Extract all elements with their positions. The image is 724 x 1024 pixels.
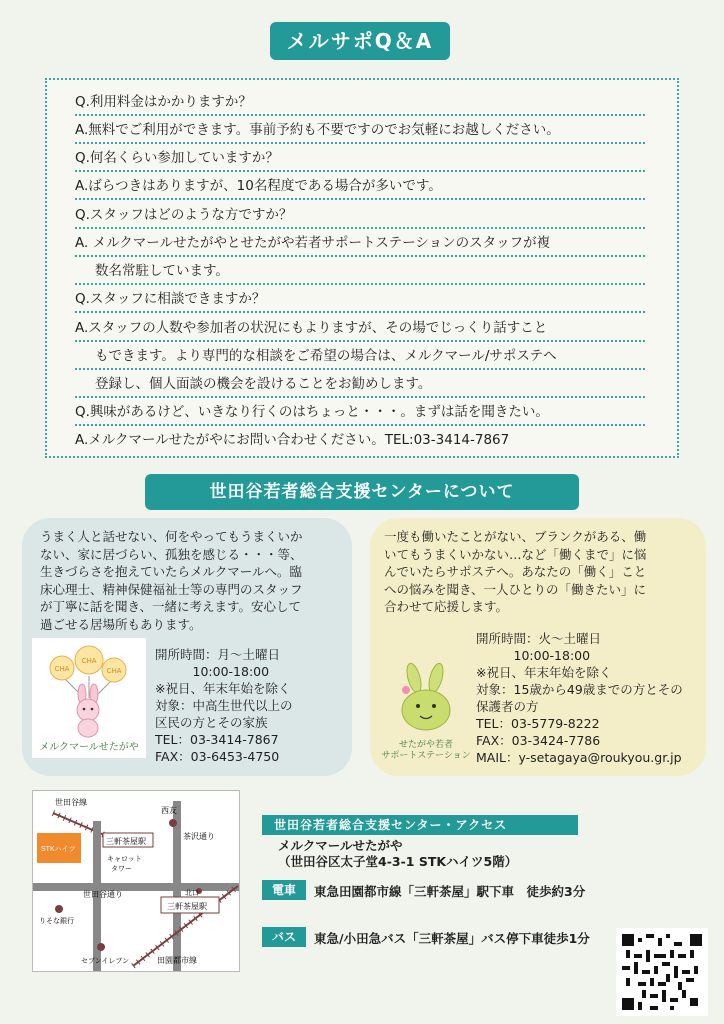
qa-line: A.ばらつきはありますが、10名程度である場合が多いです。 — [75, 176, 645, 200]
qa-line: Q.興味があるけど、いきなり行くのはちょっと・・・。まずは話を聞きたい。 — [75, 402, 645, 426]
qa-line: Q.スタッフはどのような方ですか？ — [75, 205, 645, 229]
map-label: 北口 — [185, 890, 199, 897]
qa-line: A.無料でご利用ができます。事前予約も不要ですのでお気軽にお越しください。 — [75, 120, 645, 144]
qa-line: Q.利用料金はかかりますか？ — [75, 92, 645, 116]
map-label: 西友 — [161, 806, 177, 815]
map-label: 田園都市線 — [157, 956, 197, 965]
qa-line: Q.スタッフに相談できますか？ — [75, 289, 645, 313]
map-label: 茶沢通り — [183, 832, 215, 841]
merkmal-logo-name: メルクマールせたがや — [39, 742, 139, 753]
qa-line: 数名常駐しています。 — [75, 261, 645, 285]
qa-line: A. メルクマールせたがやとせたがや若者サポートステーションのスタッフが複 — [75, 233, 645, 257]
access-map — [32, 790, 240, 972]
about-title: 世田谷若者総合支援センターについて — [145, 474, 579, 510]
access-name: メルクマールせたがや — [278, 838, 403, 853]
map-label: 世田谷線 — [55, 798, 87, 807]
access-title: 世田谷若者総合支援センター・アクセス — [262, 815, 578, 835]
balloon-text: CHA — [81, 658, 97, 665]
train-tag: 電車 — [262, 880, 306, 900]
qr-code[interactable] — [616, 928, 708, 1016]
map-label: STKハイツ — [41, 846, 76, 853]
train-info: 東急田園都市線「三軒茶屋」駅下車 徒歩約3分 — [314, 884, 586, 899]
saposute-description: 一度も働いたことがない、ブランクがある、働 いてもうまくいかない…など「働くまで」に悩 んでいたらサポステへ。あなたの「働く」こと への悩みを聞き、一人ひとりの「働きたい」に 合わせて応援します。 — [384, 529, 647, 614]
merkmal-hours: 開所時間：月～土曜日 10:00-18:00 ※祝日、年末年始を除く 対象：中高生世代以上の 区民の方とその家族 TEL：03-3414-7867 FAX：03-6453-4750 — [155, 647, 293, 764]
qa-line: Q.何名くらい参加していますか？ — [75, 148, 645, 172]
qa-line: 登録し、個人面談の機会を設けることをお勧めします。 — [75, 374, 645, 398]
map-label: 世田谷通り — [83, 890, 123, 899]
merkmal-logo — [32, 638, 146, 758]
merkmal-description: うまく人と話せない、何をやってもうまくいか ない、家に居づらい、孤独を感じる・・・等、 生きづらさを抱えていたらメルクマールへ。臨 床心理士、精神保健福祉士等の専門のスタッフ が丁寧に話を聞き、一緒に考えます。安心して 過ごせる居場所もあります。 — [40, 529, 303, 632]
bus-tag: バス — [262, 927, 306, 947]
saposute-hours: 開所時間：火～土曜日 10:00-18:00 ※祝日、年末年始を除く 対象：15歳から49歳までの方とその 保護者の方 TEL：03-5779-8222 FAX：03-3424-7786 MAIL：y-setagaya@roukyou.gr.jp — [476, 631, 683, 765]
qa-line: A.メルクマールせたがやにお問い合わせください。TEL:03-3414-7867 — [75, 432, 510, 448]
balloon-text: CHA — [54, 666, 70, 673]
map-label: キャロット — [107, 856, 142, 863]
map-label: りそな銀行 — [39, 918, 74, 925]
qa-line: もできます。より専門的な相談をご希望の場合は、メルクマール/サポステへ — [75, 346, 645, 370]
saposute-logo-name: せたがや若者 サポートステーション — [381, 740, 471, 761]
access-address: （世田谷区太子堂4-3-1 STKハイツ5階） — [278, 854, 518, 869]
qa-line: A.スタッフの人数や参加者の状況にもよりますが、その場でじっくり話すこと — [75, 318, 645, 342]
saposute-logo — [382, 660, 472, 760]
qa-title: メルサポQ＆A — [270, 22, 450, 60]
balloon-text: CHA — [106, 668, 122, 675]
map-label: 三軒茶屋駅 — [106, 837, 146, 846]
map-label: 三軒茶屋駅 — [167, 902, 207, 911]
qa-box — [45, 78, 679, 458]
map-label: タワー — [111, 866, 132, 873]
map-label: セブンイレブン — [81, 958, 130, 965]
bus-info: 東急/小田急バス「三軒茶屋」バス停下車徒歩1分 — [314, 931, 590, 946]
